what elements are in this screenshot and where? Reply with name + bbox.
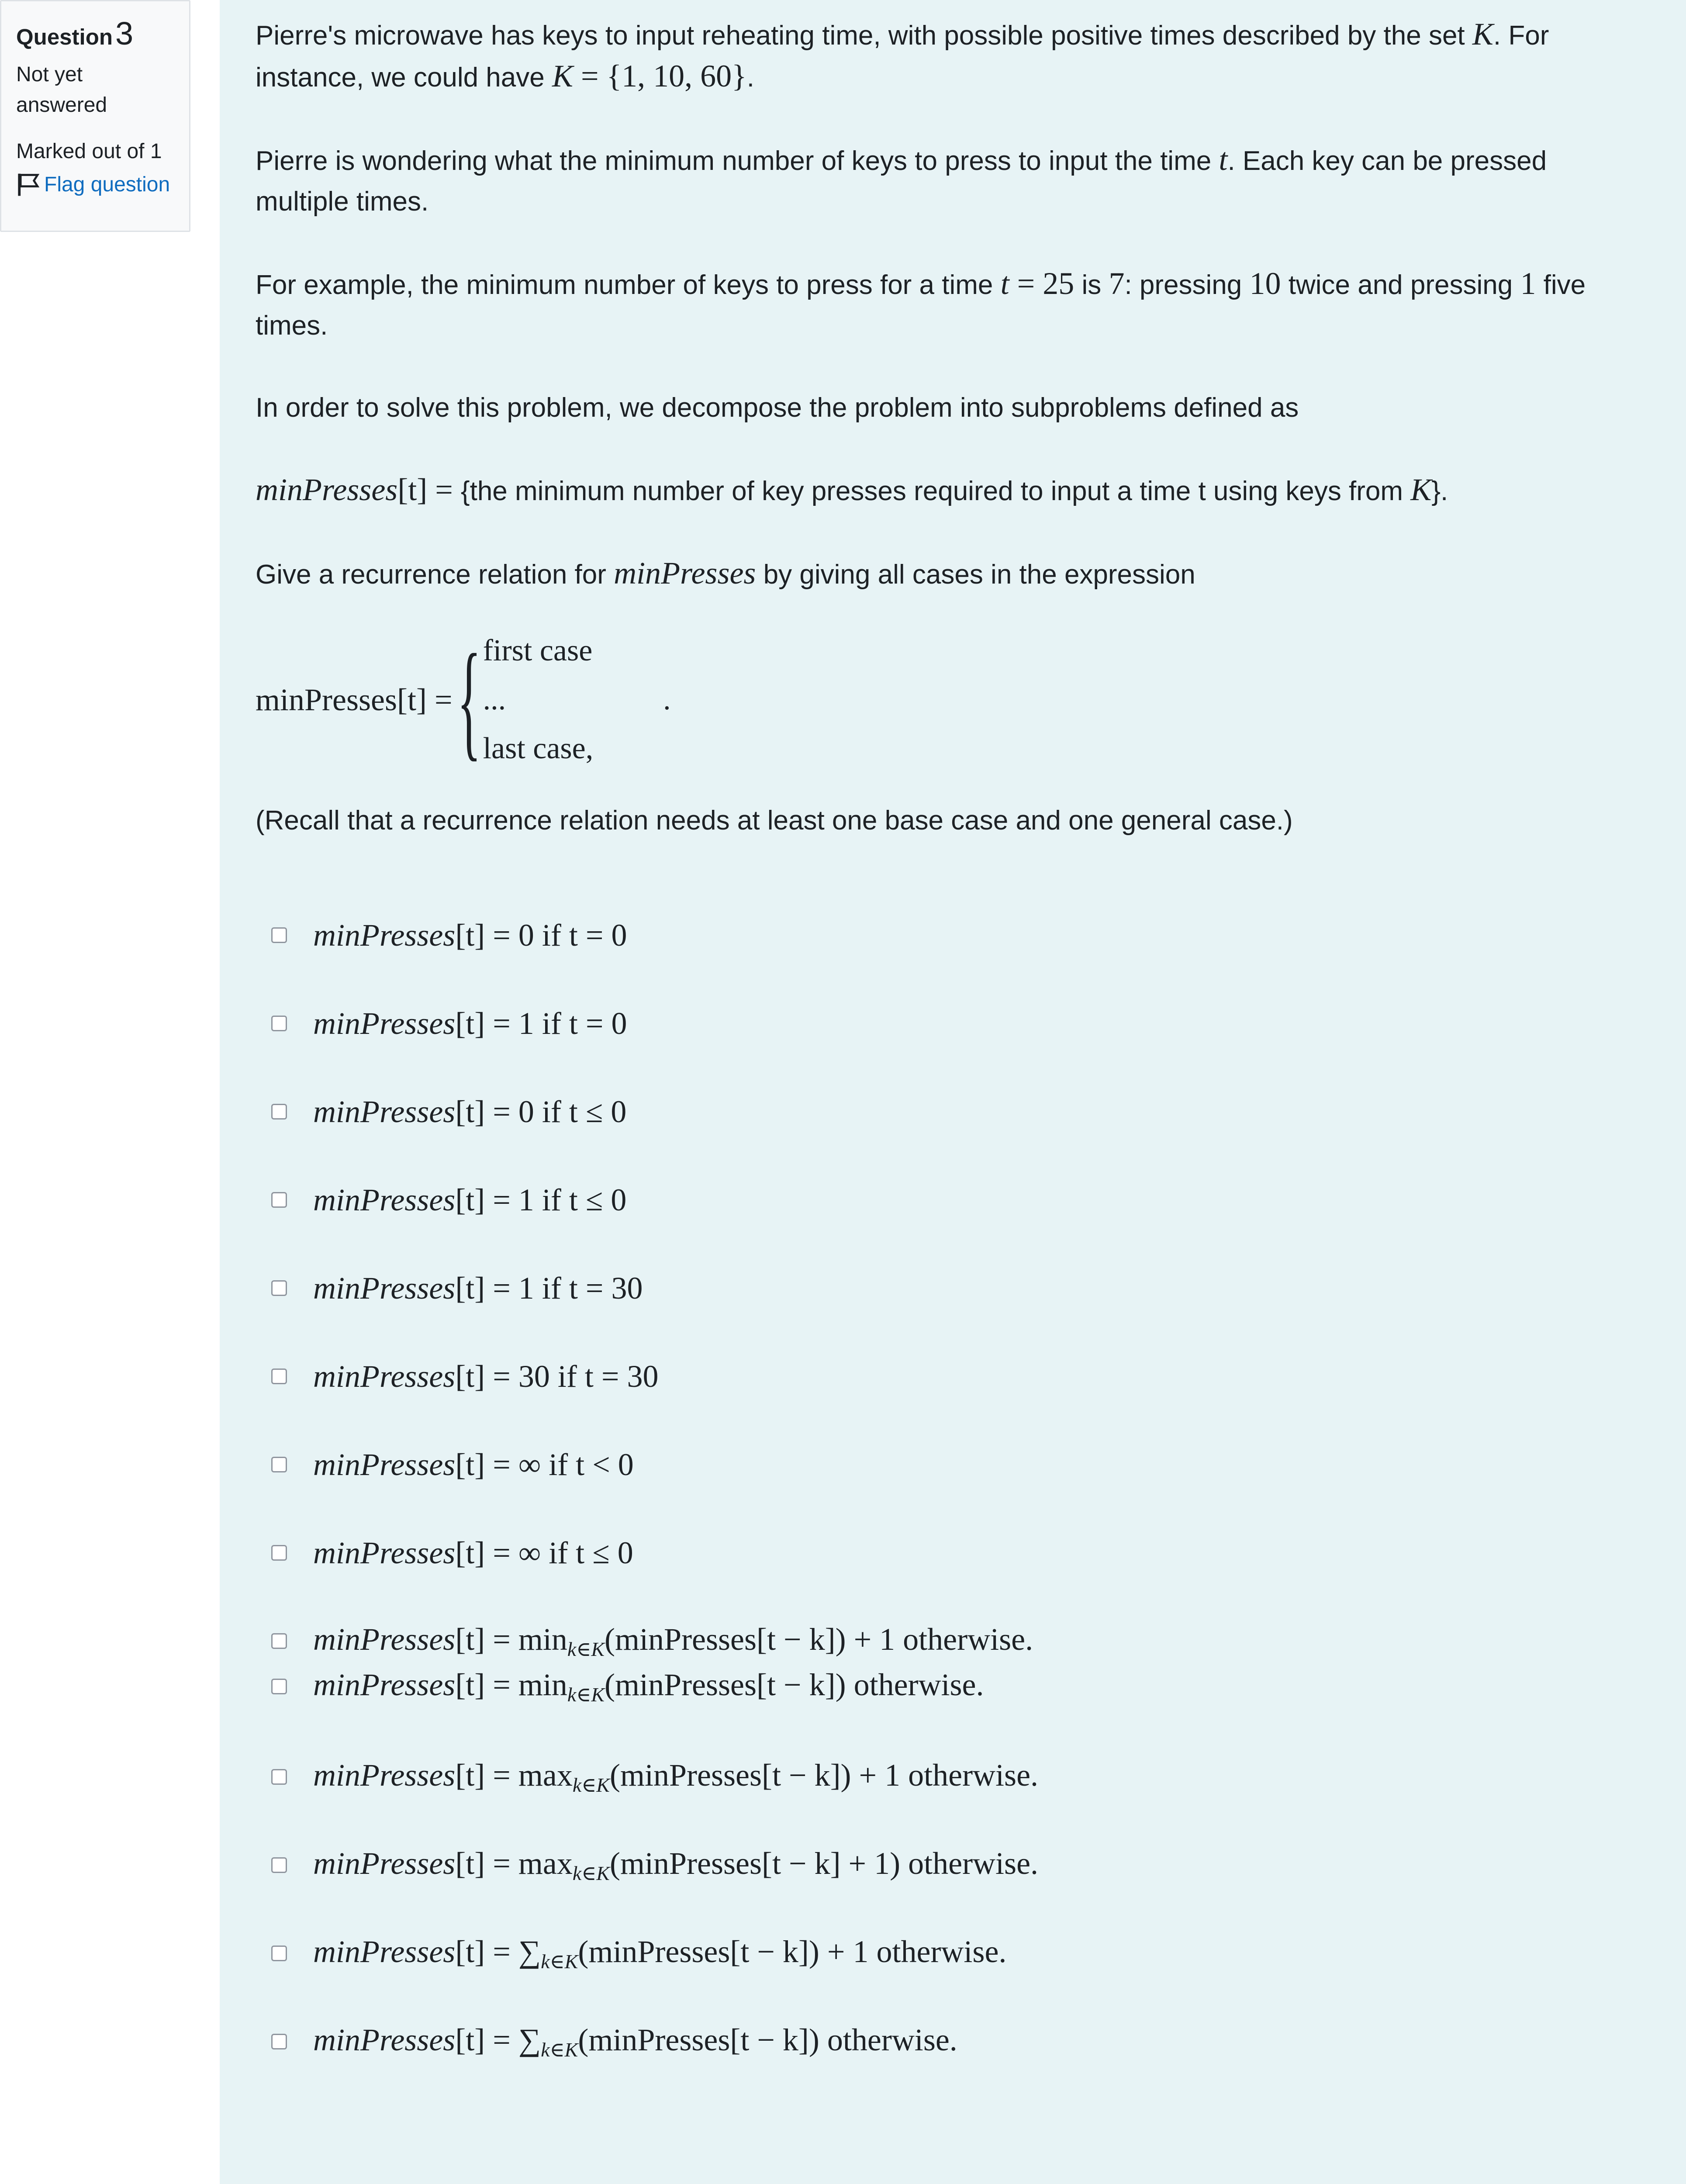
option-checkbox[interactable] bbox=[271, 1946, 287, 1961]
option-expression bbox=[313, 1757, 1038, 1797]
question-grade: Marked out of 1 bbox=[16, 139, 162, 163]
option-checkbox[interactable] bbox=[271, 1633, 287, 1649]
option-expression bbox=[313, 1270, 643, 1306]
option-fn: minPresses bbox=[313, 1358, 456, 1394]
piecewise-ellipsis: ... bbox=[483, 683, 506, 716]
question-number-heading bbox=[16, 14, 174, 53]
option-expression bbox=[313, 2022, 957, 2061]
p1-set-example: = {1, 10, 60} bbox=[573, 59, 747, 93]
question-paragraph-5 bbox=[256, 553, 1647, 595]
option-fn: minPresses bbox=[313, 1270, 456, 1306]
p3-num-1: 1 bbox=[1520, 266, 1536, 301]
option-checkbox[interactable] bbox=[271, 1104, 287, 1120]
option-checkbox[interactable] bbox=[271, 1192, 287, 1208]
option-subscript: k∈K bbox=[541, 2039, 578, 2061]
answer-option[interactable] bbox=[256, 1666, 1647, 1707]
question-paragraph-1 bbox=[256, 14, 1647, 98]
p3-text-e: five times. bbox=[256, 270, 1586, 341]
option-rest: [t] = ∞ if t ≤ 0 bbox=[455, 1535, 633, 1570]
p2-text-b: . Each key can be pressed multiple times. bbox=[256, 146, 1547, 217]
piecewise-period: . bbox=[663, 683, 671, 716]
option-expression bbox=[313, 1358, 658, 1395]
p3-text-b: is bbox=[1074, 270, 1109, 300]
option-argument: (minPresses[t − k] + 1) otherwise. bbox=[610, 1846, 1039, 1881]
piecewise-last-case: last case, bbox=[483, 732, 594, 765]
p2-var-t: t bbox=[1219, 142, 1228, 177]
option-expression bbox=[313, 1182, 626, 1218]
option-fn: minPresses bbox=[313, 1934, 456, 1969]
answer-option[interactable] bbox=[256, 1845, 1647, 1885]
p3-text-c: : pressing bbox=[1124, 270, 1250, 300]
piecewise-lhs: minPresses[t] = bbox=[256, 682, 453, 717]
question-number: 3 bbox=[115, 15, 134, 52]
option-fn: minPresses bbox=[313, 1622, 456, 1657]
question-label: Question bbox=[16, 24, 113, 49]
option-expression bbox=[313, 917, 627, 954]
option-checkbox[interactable] bbox=[271, 1457, 287, 1472]
p1-set-K: K bbox=[1472, 17, 1493, 52]
option-expression bbox=[313, 1006, 627, 1042]
option-fn: minPresses bbox=[313, 1846, 456, 1881]
question-paragraph-2 bbox=[256, 139, 1647, 222]
answer-option[interactable] bbox=[256, 1533, 1647, 1573]
option-rest: [t] = 30 if t = 30 bbox=[455, 1358, 659, 1394]
option-expression bbox=[313, 1447, 634, 1483]
p1-text-a: Pierre's microwave has keys to input reheating time, with possible positive times described by the set bbox=[256, 21, 1472, 51]
def-index: [t] bbox=[397, 472, 428, 507]
option-subscript: k∈K bbox=[567, 1683, 605, 1706]
recall-note: (Recall that a recurrence relation needs at least one base case and one general case.) bbox=[256, 805, 1293, 836]
option-checkbox[interactable] bbox=[271, 927, 287, 943]
p2-text-a: Pierre is wondering what the minimum number of keys to press to input the time bbox=[256, 146, 1219, 176]
answer-option[interactable] bbox=[256, 915, 1647, 955]
def-set-K: K bbox=[1410, 472, 1432, 507]
option-fn: minPresses bbox=[313, 1182, 456, 1217]
option-rest: [t] = 1 if t = 0 bbox=[455, 1006, 627, 1041]
answer-option[interactable] bbox=[256, 1444, 1647, 1485]
def-equals: = bbox=[427, 472, 461, 507]
option-subscript: k∈K bbox=[572, 1774, 610, 1796]
option-checkbox[interactable] bbox=[271, 1679, 287, 1694]
option-expression bbox=[313, 1094, 626, 1130]
option-rest: [t] = 0 if t = 0 bbox=[455, 917, 627, 953]
p1-set-K-again: K bbox=[552, 59, 574, 93]
option-operator: [t] = ∑ bbox=[455, 1934, 541, 1969]
answer-option[interactable] bbox=[256, 1356, 1647, 1396]
p5-text-b: by giving all cases in the expression bbox=[756, 560, 1195, 590]
option-checkbox[interactable] bbox=[271, 1857, 287, 1873]
answer-option[interactable] bbox=[256, 1092, 1647, 1132]
option-expression bbox=[313, 1845, 1038, 1885]
option-fn: minPresses bbox=[313, 1447, 456, 1482]
question-paragraph-4: In order to solve this problem, we decompose the problem into subproblems defined as bbox=[256, 393, 1299, 423]
p3-eq-25: = 25 bbox=[1009, 266, 1074, 301]
option-operator: [t] = min bbox=[455, 1622, 567, 1657]
p1-text-c: . bbox=[746, 62, 754, 93]
option-fn: minPresses bbox=[313, 1094, 456, 1129]
option-operator: [t] = max bbox=[455, 1846, 573, 1881]
option-argument: (minPresses[t − k]) + 1 otherwise. bbox=[610, 1758, 1039, 1793]
option-fn: minPresses bbox=[313, 1006, 456, 1041]
def-fn-name: minPresses bbox=[256, 472, 398, 507]
option-argument: (minPresses[t − k]) + 1 otherwise. bbox=[605, 1622, 1033, 1657]
option-subscript: k∈K bbox=[567, 1638, 605, 1660]
option-rest: [t] = 0 if t ≤ 0 bbox=[455, 1094, 627, 1129]
p3-var-t: t bbox=[1000, 266, 1009, 301]
question-info-panel bbox=[0, 0, 190, 232]
answer-option[interactable] bbox=[256, 1003, 1647, 1044]
def-text-a: {the minimum number of key presses required to input a time t using keys from bbox=[460, 476, 1411, 506]
answer-option[interactable] bbox=[256, 2022, 1647, 2062]
question-content bbox=[220, 0, 1686, 2184]
option-rest: [t] = ∞ if t < 0 bbox=[455, 1447, 634, 1482]
option-expression bbox=[313, 1621, 1033, 1661]
option-checkbox[interactable] bbox=[271, 1545, 287, 1561]
option-expression bbox=[313, 1934, 1006, 1973]
p3-num-10: 10 bbox=[1249, 266, 1281, 301]
option-checkbox[interactable] bbox=[271, 1280, 287, 1296]
option-operator: [t] = max bbox=[455, 1758, 573, 1793]
p3-text-a: For example, the minimum number of keys to press for a time bbox=[256, 270, 1001, 300]
option-fn: minPresses bbox=[313, 1667, 456, 1702]
p5-fn-name: minPresses bbox=[614, 556, 756, 591]
option-expression bbox=[313, 1667, 984, 1706]
option-checkbox[interactable] bbox=[271, 1368, 287, 1384]
answer-options bbox=[256, 915, 1647, 2062]
option-checkbox[interactable] bbox=[271, 2034, 287, 2049]
p1-text-b: . For instance, we could have bbox=[256, 21, 1549, 93]
piecewise-template bbox=[256, 627, 1647, 772]
option-rest: [t] = 1 if t ≤ 0 bbox=[455, 1182, 627, 1217]
p5-text-a: Give a recurrence relation for bbox=[256, 560, 614, 590]
option-argument: (minPresses[t − k]) otherwise. bbox=[578, 2022, 957, 2057]
option-expression bbox=[313, 1535, 633, 1571]
question-state: Not yet answered bbox=[16, 62, 107, 117]
flag-question-label: Flag question bbox=[44, 173, 170, 197]
option-checkbox[interactable] bbox=[271, 1016, 287, 1031]
p3-text-d: twice and pressing bbox=[1281, 270, 1520, 300]
def-text-b: }. bbox=[1431, 476, 1448, 506]
flag-question-link[interactable] bbox=[16, 172, 174, 197]
option-operator: [t] = min bbox=[455, 1667, 567, 1702]
option-argument: (minPresses[t − k]) otherwise. bbox=[605, 1667, 984, 1702]
flag-icon bbox=[16, 172, 41, 197]
option-fn: minPresses bbox=[313, 917, 456, 953]
option-operator: [t] = ∑ bbox=[455, 2022, 541, 2057]
option-argument: (minPresses[t − k]) + 1 otherwise. bbox=[578, 1934, 1007, 1969]
answer-option[interactable] bbox=[256, 1933, 1647, 1973]
question-paragraph-3 bbox=[256, 263, 1647, 346]
option-fn: minPresses bbox=[313, 2022, 456, 2057]
answer-option[interactable] bbox=[256, 1268, 1647, 1308]
answer-option[interactable] bbox=[256, 1621, 1647, 1661]
option-fn: minPresses bbox=[313, 1535, 456, 1570]
answer-option[interactable] bbox=[256, 1757, 1647, 1797]
option-fn: minPresses bbox=[313, 1758, 456, 1793]
option-checkbox[interactable] bbox=[271, 1769, 287, 1785]
option-rest: [t] = 1 if t = 30 bbox=[455, 1270, 643, 1306]
option-subscript: k∈K bbox=[572, 1862, 610, 1884]
left-brace-icon: { bbox=[457, 627, 481, 772]
piecewise-cases bbox=[483, 626, 671, 773]
p3-num-7: 7 bbox=[1109, 266, 1125, 301]
subproblem-definition bbox=[256, 470, 1647, 511]
piecewise-first-case: first case bbox=[483, 634, 593, 667]
answer-option[interactable] bbox=[256, 1180, 1647, 1220]
option-subscript: k∈K bbox=[541, 1950, 578, 1973]
